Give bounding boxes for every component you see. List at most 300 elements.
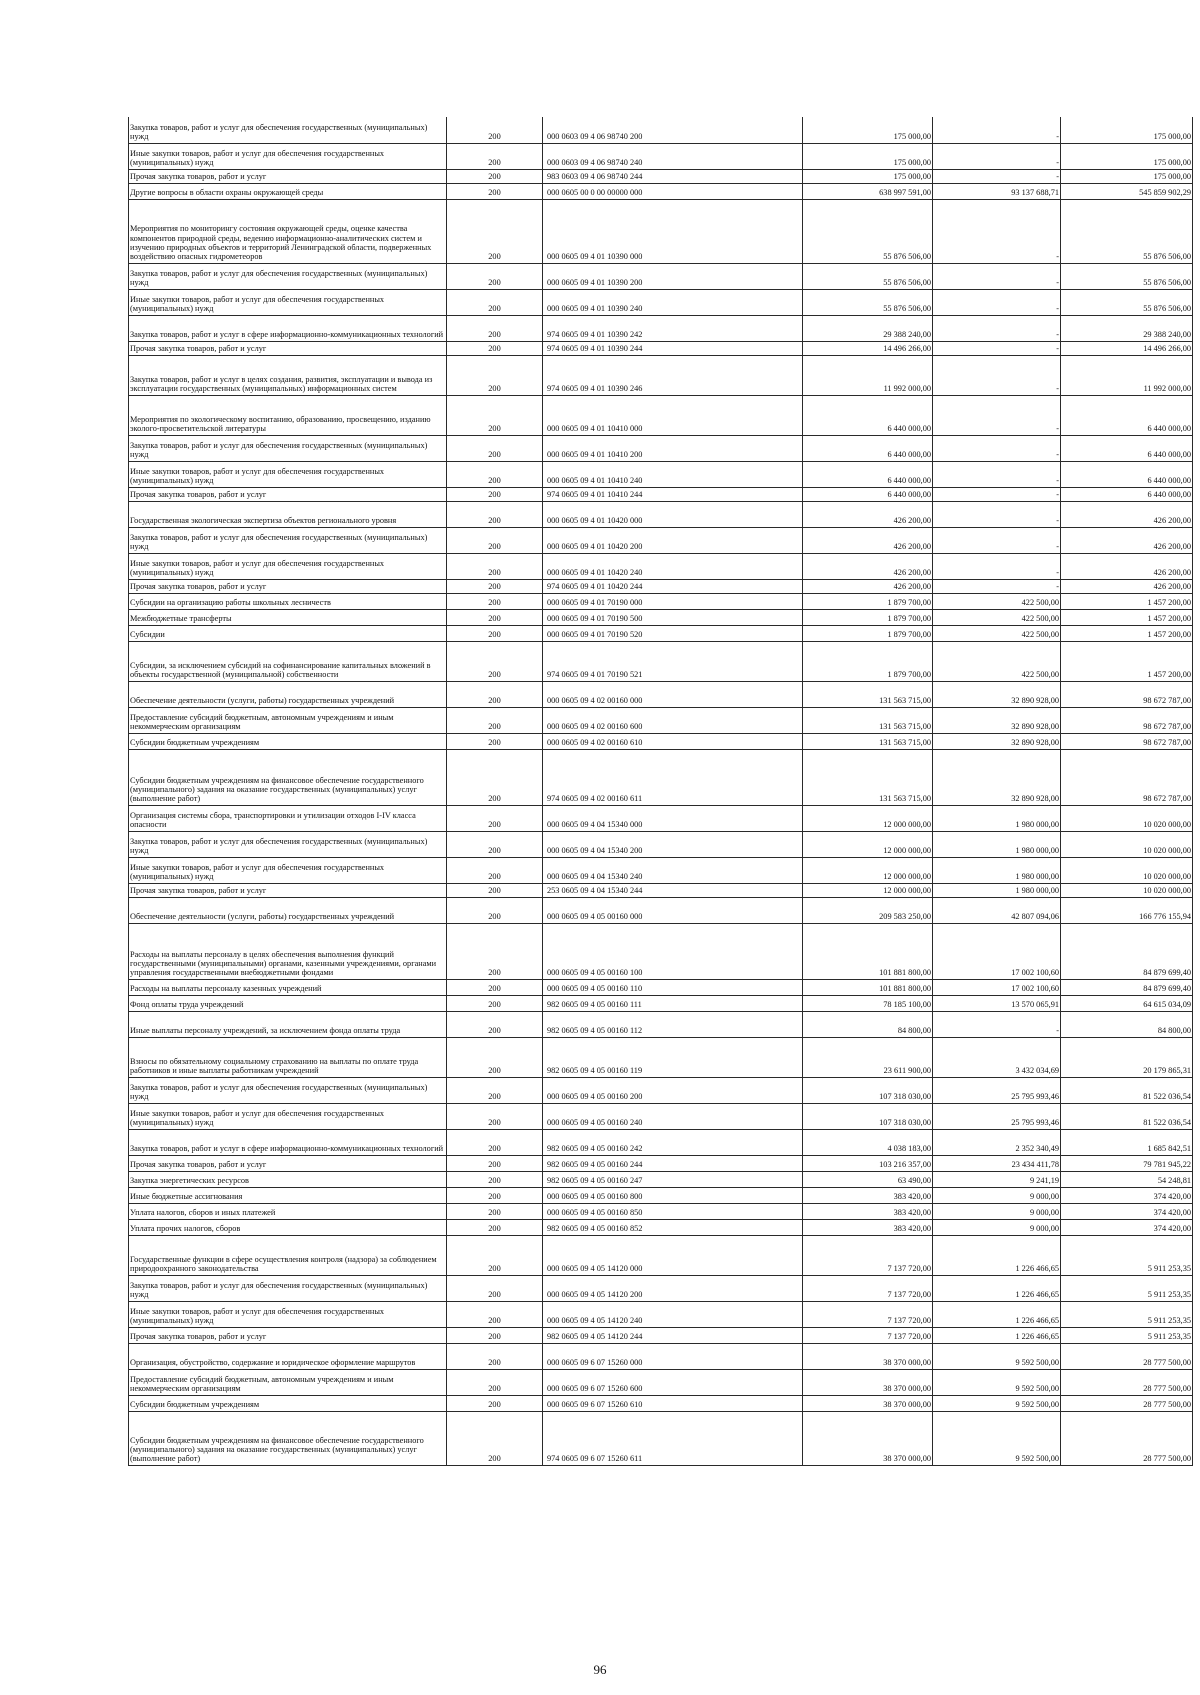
- row-unexecuted: 5 911 253,35: [1061, 1327, 1193, 1343]
- row-name: Субсидии бюджетным учреждениям: [129, 733, 447, 749]
- table-row: [129, 1369, 1193, 1395]
- row-budget-code: 000 0605 09 4 01 70190 500: [543, 609, 803, 625]
- row-budget-code: 000 0605 09 4 02 00160 000: [543, 681, 803, 707]
- table-row: [129, 609, 1193, 625]
- row-name: Государственная экологическая экспертиза объектов регионального уровня: [129, 501, 447, 527]
- row-line-code: 200: [447, 169, 543, 183]
- row-approved: 11 992 000,00: [803, 355, 933, 395]
- row-approved: 426 200,00: [803, 527, 933, 553]
- row-name: Прочая закупка товаров, работ и услуг: [129, 1155, 447, 1171]
- row-unexecuted: 10 020 000,00: [1061, 883, 1193, 897]
- row-unexecuted: 6 440 000,00: [1061, 435, 1193, 461]
- row-unexecuted: 28 777 500,00: [1061, 1369, 1193, 1395]
- row-executed: 32 890 928,00: [933, 733, 1061, 749]
- row-budget-code: 000 0605 09 4 05 00160 000: [543, 897, 803, 923]
- row-unexecuted: 10 020 000,00: [1061, 857, 1193, 883]
- row-line-code: 200: [447, 501, 543, 527]
- row-line-code: 200: [447, 143, 543, 169]
- row-approved: 12 000 000,00: [803, 805, 933, 831]
- row-executed: -: [933, 395, 1061, 435]
- row-budget-code: 253 0605 09 4 04 15340 244: [543, 883, 803, 897]
- table-row: [129, 1037, 1193, 1077]
- row-unexecuted: 11 992 000,00: [1061, 355, 1193, 395]
- row-budget-code: 974 0605 09 4 01 10390 246: [543, 355, 803, 395]
- row-name: Субсидии: [129, 625, 447, 641]
- row-name: Иные закупки товаров, работ и услуг для обеспечения государственных (муниципальных) нужд: [129, 289, 447, 315]
- row-line-code: 200: [447, 1327, 543, 1343]
- row-unexecuted: 84 879 699,40: [1061, 979, 1193, 995]
- row-line-code: 200: [447, 1187, 543, 1203]
- table-row: [129, 199, 1193, 263]
- row-executed: 1 980 000,00: [933, 857, 1061, 883]
- row-line-code: 200: [447, 593, 543, 609]
- row-unexecuted: 426 200,00: [1061, 501, 1193, 527]
- table-row: [129, 487, 1193, 501]
- row-budget-code: 982 0605 09 4 05 00160 852: [543, 1219, 803, 1235]
- row-name: Расходы на выплаты персоналу казенных учреждений: [129, 979, 447, 995]
- row-budget-code: 974 0605 09 6 07 15260 611: [543, 1411, 803, 1465]
- table-row: [129, 1187, 1193, 1203]
- row-line-code: 200: [447, 117, 543, 143]
- row-unexecuted: 6 440 000,00: [1061, 461, 1193, 487]
- row-unexecuted: 5 911 253,35: [1061, 1235, 1193, 1275]
- row-executed: -: [933, 553, 1061, 579]
- row-approved: 78 185 100,00: [803, 995, 933, 1011]
- row-line-code: 200: [447, 1411, 543, 1465]
- row-budget-code: 982 0605 09 4 05 00160 112: [543, 1011, 803, 1037]
- row-line-code: 200: [447, 625, 543, 641]
- row-name: Обеспечение деятельности (услуги, работы) государственных учреждений: [129, 681, 447, 707]
- row-executed: 25 795 993,46: [933, 1103, 1061, 1129]
- row-approved: 12 000 000,00: [803, 857, 933, 883]
- row-executed: -: [933, 355, 1061, 395]
- row-approved: 84 800,00: [803, 1011, 933, 1037]
- row-approved: 38 370 000,00: [803, 1369, 933, 1395]
- row-approved: 38 370 000,00: [803, 1411, 933, 1465]
- row-unexecuted: 81 522 036,54: [1061, 1103, 1193, 1129]
- row-executed: 2 352 340,49: [933, 1129, 1061, 1155]
- row-unexecuted: 6 440 000,00: [1061, 395, 1193, 435]
- row-unexecuted: 98 672 787,00: [1061, 733, 1193, 749]
- table-row: [129, 593, 1193, 609]
- row-line-code: 200: [447, 609, 543, 625]
- table-row: [129, 315, 1193, 341]
- table-row: [129, 1103, 1193, 1129]
- row-budget-code: 000 0603 09 4 06 98740 200: [543, 117, 803, 143]
- table-row: [129, 831, 1193, 857]
- row-name: Взносы по обязательному социальному страхованию на выплаты по оплате труда работников и иные выплаты работникам учреждений: [129, 1037, 447, 1077]
- table-row: [129, 169, 1193, 183]
- table-row: [129, 435, 1193, 461]
- row-unexecuted: 426 200,00: [1061, 553, 1193, 579]
- row-line-code: 200: [447, 979, 543, 995]
- row-approved: 38 370 000,00: [803, 1395, 933, 1411]
- row-budget-code: 000 0605 09 4 05 00160 240: [543, 1103, 803, 1129]
- row-unexecuted: 20 179 865,31: [1061, 1037, 1193, 1077]
- row-name: Закупка товаров, работ и услуг для обеспечения государственных (муниципальных) нужд: [129, 435, 447, 461]
- row-approved: 107 318 030,00: [803, 1103, 933, 1129]
- row-line-code: 200: [447, 315, 543, 341]
- row-executed: -: [933, 461, 1061, 487]
- row-name: Закупка товаров, работ и услуг для обеспечения государственных (муниципальных) нужд: [129, 1275, 447, 1301]
- row-executed: -: [933, 315, 1061, 341]
- row-unexecuted: 374 420,00: [1061, 1187, 1193, 1203]
- row-executed: 1 980 000,00: [933, 805, 1061, 831]
- row-line-code: 200: [447, 1301, 543, 1327]
- row-budget-code: 000 0605 09 4 05 00160 100: [543, 923, 803, 979]
- row-budget-code: 000 0605 09 6 07 15260 000: [543, 1343, 803, 1369]
- row-approved: 12 000 000,00: [803, 883, 933, 897]
- table-row: [129, 1275, 1193, 1301]
- row-line-code: 200: [447, 1103, 543, 1129]
- row-approved: 426 200,00: [803, 579, 933, 593]
- table-row: [129, 1301, 1193, 1327]
- row-unexecuted: 79 781 945,22: [1061, 1155, 1193, 1171]
- table-row: [129, 897, 1193, 923]
- row-executed: -: [933, 527, 1061, 553]
- row-budget-code: 000 0605 09 6 07 15260 600: [543, 1369, 803, 1395]
- row-approved: 131 563 715,00: [803, 707, 933, 733]
- row-budget-code: 974 0605 09 4 01 10390 244: [543, 341, 803, 355]
- row-executed: -: [933, 289, 1061, 315]
- row-name: Прочая закупка товаров, работ и услуг: [129, 169, 447, 183]
- row-approved: 38 370 000,00: [803, 1343, 933, 1369]
- row-line-code: 200: [447, 263, 543, 289]
- table-row: [129, 1343, 1193, 1369]
- row-budget-code: 000 0605 09 4 04 15340 240: [543, 857, 803, 883]
- row-name: Государственные функции в сфере осуществления контроля (надзора) за соблюдением природоохранного законодательства: [129, 1235, 447, 1275]
- row-name: Закупка товаров, работ и услуг в сфере информационно-коммуникационных технологий: [129, 1129, 447, 1155]
- row-unexecuted: 5 911 253,35: [1061, 1275, 1193, 1301]
- table-row: [129, 707, 1193, 733]
- row-unexecuted: 426 200,00: [1061, 527, 1193, 553]
- row-unexecuted: 374 420,00: [1061, 1219, 1193, 1235]
- row-line-code: 200: [447, 395, 543, 435]
- row-name: Прочая закупка товаров, работ и услуг: [129, 341, 447, 355]
- row-budget-code: 000 0605 09 4 05 00160 110: [543, 979, 803, 995]
- row-budget-code: 974 0605 09 4 01 10390 242: [543, 315, 803, 341]
- row-name: Иные закупки товаров, работ и услуг для обеспечения государственных (муниципальных) нужд: [129, 857, 447, 883]
- row-approved: 638 997 591,00: [803, 183, 933, 199]
- table-row: [129, 355, 1193, 395]
- row-line-code: 200: [447, 341, 543, 355]
- row-unexecuted: 64 615 034,09: [1061, 995, 1193, 1011]
- row-budget-code: 000 0603 09 4 06 98740 240: [543, 143, 803, 169]
- table-row: [129, 263, 1193, 289]
- row-unexecuted: 54 248,81: [1061, 1171, 1193, 1187]
- row-name: Обеспечение деятельности (услуги, работы) государственных учреждений: [129, 897, 447, 923]
- row-approved: 383 420,00: [803, 1187, 933, 1203]
- row-budget-code: 000 0605 09 4 05 14120 240: [543, 1301, 803, 1327]
- row-line-code: 200: [447, 923, 543, 979]
- row-line-code: 200: [447, 805, 543, 831]
- row-approved: 131 563 715,00: [803, 681, 933, 707]
- row-approved: 131 563 715,00: [803, 749, 933, 805]
- row-unexecuted: 28 777 500,00: [1061, 1411, 1193, 1465]
- table-row: [129, 501, 1193, 527]
- row-approved: 7 137 720,00: [803, 1275, 933, 1301]
- row-budget-code: 000 0605 09 4 01 10420 200: [543, 527, 803, 553]
- row-executed: 9 000,00: [933, 1219, 1061, 1235]
- row-approved: 1 879 700,00: [803, 625, 933, 641]
- row-name: Предоставление субсидий бюджетным, автономным учреждениям и иным некоммерческим организациям: [129, 707, 447, 733]
- row-name: Закупка товаров, работ и услуг для обеспечения государственных (муниципальных) нужд: [129, 831, 447, 857]
- table-row: [129, 805, 1193, 831]
- row-budget-code: 982 0605 09 4 05 00160 111: [543, 995, 803, 1011]
- row-unexecuted: 175 000,00: [1061, 169, 1193, 183]
- row-unexecuted: 55 876 506,00: [1061, 263, 1193, 289]
- row-unexecuted: 1 457 200,00: [1061, 593, 1193, 609]
- row-budget-code: 000 0605 09 4 02 00160 610: [543, 733, 803, 749]
- row-line-code: 200: [447, 355, 543, 395]
- row-approved: 7 137 720,00: [803, 1235, 933, 1275]
- row-executed: 1 226 466,65: [933, 1327, 1061, 1343]
- table-row: [129, 733, 1193, 749]
- row-name: Фонд оплаты труда учреждений: [129, 995, 447, 1011]
- row-budget-code: 000 0605 09 4 02 00160 600: [543, 707, 803, 733]
- row-executed: -: [933, 1011, 1061, 1037]
- row-unexecuted: 6 440 000,00: [1061, 487, 1193, 501]
- row-executed: 17 002 100,60: [933, 923, 1061, 979]
- row-budget-code: 982 0605 09 4 05 00160 244: [543, 1155, 803, 1171]
- table-row: [129, 289, 1193, 315]
- row-unexecuted: 14 496 266,00: [1061, 341, 1193, 355]
- row-unexecuted: 374 420,00: [1061, 1203, 1193, 1219]
- row-name: Закупка товаров, работ и услуг в сфере информационно-коммуникационных технологий: [129, 315, 447, 341]
- table-row: [129, 1235, 1193, 1275]
- table-row: [129, 117, 1193, 143]
- row-unexecuted: 166 776 155,94: [1061, 897, 1193, 923]
- row-approved: 7 137 720,00: [803, 1327, 933, 1343]
- row-unexecuted: 175 000,00: [1061, 143, 1193, 169]
- row-executed: 9 592 500,00: [933, 1411, 1061, 1465]
- row-executed: 422 500,00: [933, 609, 1061, 625]
- row-executed: 9 000,00: [933, 1203, 1061, 1219]
- row-line-code: 200: [447, 1037, 543, 1077]
- table-row: [129, 341, 1193, 355]
- row-line-code: 200: [447, 553, 543, 579]
- row-budget-code: 000 0605 09 4 05 00160 800: [543, 1187, 803, 1203]
- row-name: Иные выплаты персоналу учреждений, за исключением фонда оплаты труда: [129, 1011, 447, 1037]
- row-line-code: 200: [447, 289, 543, 315]
- row-approved: 107 318 030,00: [803, 1077, 933, 1103]
- row-unexecuted: 1 685 842,51: [1061, 1129, 1193, 1155]
- row-line-code: 200: [447, 1219, 543, 1235]
- row-approved: 383 420,00: [803, 1203, 933, 1219]
- row-approved: 175 000,00: [803, 169, 933, 183]
- row-approved: 7 137 720,00: [803, 1301, 933, 1327]
- row-line-code: 200: [447, 199, 543, 263]
- row-executed: 17 002 100,60: [933, 979, 1061, 995]
- row-budget-code: 000 0605 09 4 01 10410 240: [543, 461, 803, 487]
- row-line-code: 200: [447, 1077, 543, 1103]
- row-budget-code: 982 0605 09 4 05 00160 242: [543, 1129, 803, 1155]
- row-unexecuted: 84 800,00: [1061, 1011, 1193, 1037]
- row-approved: 4 038 183,00: [803, 1129, 933, 1155]
- row-budget-code: 000 0605 09 4 01 10390 240: [543, 289, 803, 315]
- row-unexecuted: 10 020 000,00: [1061, 805, 1193, 831]
- row-name: Межбюджетные трансферты: [129, 609, 447, 625]
- row-line-code: 200: [447, 1011, 543, 1037]
- row-name: Прочая закупка товаров, работ и услуг: [129, 487, 447, 501]
- table-row: [129, 143, 1193, 169]
- row-name: Иные закупки товаров, работ и услуг для обеспечения государственных (муниципальных) нужд: [129, 461, 447, 487]
- row-executed: -: [933, 501, 1061, 527]
- table-row: [129, 1219, 1193, 1235]
- row-name: Иные закупки товаров, работ и услуг для обеспечения государственных (муниципальных) нужд: [129, 143, 447, 169]
- table-row: [129, 1129, 1193, 1155]
- row-budget-code: 000 0605 09 4 01 10420 240: [543, 553, 803, 579]
- row-budget-code: 974 0605 09 4 01 70190 521: [543, 641, 803, 681]
- row-unexecuted: 81 522 036,54: [1061, 1077, 1193, 1103]
- table-row: [129, 1411, 1193, 1465]
- row-executed: 9 592 500,00: [933, 1369, 1061, 1395]
- table-row: [129, 857, 1193, 883]
- row-line-code: 200: [447, 995, 543, 1011]
- row-executed: 1 226 466,65: [933, 1235, 1061, 1275]
- row-line-code: 200: [447, 883, 543, 897]
- row-name: Закупка товаров, работ и услуг для обеспечения государственных (муниципальных) нужд: [129, 527, 447, 553]
- row-budget-code: 000 0605 09 4 01 10410 200: [543, 435, 803, 461]
- row-executed: 422 500,00: [933, 593, 1061, 609]
- row-unexecuted: 10 020 000,00: [1061, 831, 1193, 857]
- row-name: Прочая закупка товаров, работ и услуг: [129, 579, 447, 593]
- row-name: Субсидии бюджетным учреждениям: [129, 1395, 447, 1411]
- row-name: Закупка товаров, работ и услуг для обеспечения государственных (муниципальных) нужд: [129, 263, 447, 289]
- row-unexecuted: 84 879 699,40: [1061, 923, 1193, 979]
- row-line-code: 200: [447, 487, 543, 501]
- row-line-code: 200: [447, 707, 543, 733]
- row-approved: 23 611 900,00: [803, 1037, 933, 1077]
- row-executed: -: [933, 435, 1061, 461]
- row-budget-code: 982 0605 09 4 05 00160 247: [543, 1171, 803, 1187]
- row-budget-code: 982 0605 09 4 05 14120 244: [543, 1327, 803, 1343]
- row-executed: 23 434 411,78: [933, 1155, 1061, 1171]
- expenditure-table: [128, 117, 1193, 1466]
- row-executed: 13 570 065,91: [933, 995, 1061, 1011]
- table-row: [129, 1011, 1193, 1037]
- row-executed: -: [933, 199, 1061, 263]
- row-unexecuted: 1 457 200,00: [1061, 641, 1193, 681]
- row-line-code: 200: [447, 641, 543, 681]
- row-unexecuted: 55 876 506,00: [1061, 289, 1193, 315]
- row-approved: 103 216 357,00: [803, 1155, 933, 1171]
- row-line-code: 200: [447, 1395, 543, 1411]
- row-approved: 12 000 000,00: [803, 831, 933, 857]
- table-row: [129, 1077, 1193, 1103]
- row-executed: 42 807 094,06: [933, 897, 1061, 923]
- row-executed: -: [933, 341, 1061, 355]
- row-budget-code: 000 0605 09 4 01 10420 000: [543, 501, 803, 527]
- row-executed: -: [933, 263, 1061, 289]
- row-executed: 93 137 688,71: [933, 183, 1061, 199]
- row-name: Мероприятия по мониторингу состояния окружающей среды, оценке качества компонентов природной среды, ведению информационно-аналитических систем и изучению природных объектов и территорий Ленинградской области, подверженных воздействию опасных гидрометеоров: [129, 199, 447, 263]
- row-executed: 9 241,19: [933, 1171, 1061, 1187]
- row-executed: -: [933, 169, 1061, 183]
- row-name: Мероприятия по экологическому воспитанию, образованию, просвещению, изданию эколого-просветительской литературы: [129, 395, 447, 435]
- row-executed: 1 226 466,65: [933, 1275, 1061, 1301]
- table-row: [129, 395, 1193, 435]
- row-unexecuted: 545 859 902,29: [1061, 183, 1193, 199]
- page-number: 96: [593, 1662, 607, 1677]
- row-name: Закупка энергетических ресурсов: [129, 1171, 447, 1187]
- row-line-code: 200: [447, 1155, 543, 1171]
- row-executed: -: [933, 143, 1061, 169]
- row-unexecuted: 1 457 200,00: [1061, 625, 1193, 641]
- row-approved: 175 000,00: [803, 117, 933, 143]
- table-row: [129, 1327, 1193, 1343]
- row-approved: 55 876 506,00: [803, 199, 933, 263]
- table-row: [129, 579, 1193, 593]
- row-budget-code: 982 0605 09 4 05 00160 119: [543, 1037, 803, 1077]
- row-approved: 63 490,00: [803, 1171, 933, 1187]
- row-approved: 6 440 000,00: [803, 487, 933, 501]
- row-executed: 9 592 500,00: [933, 1395, 1061, 1411]
- row-unexecuted: 98 672 787,00: [1061, 749, 1193, 805]
- row-executed: 25 795 993,46: [933, 1077, 1061, 1103]
- row-executed: 3 432 034,69: [933, 1037, 1061, 1077]
- row-name: Иные закупки товаров, работ и услуг для обеспечения государственных (муниципальных) нужд: [129, 1103, 447, 1129]
- row-budget-code: 000 0605 09 4 01 70190 000: [543, 593, 803, 609]
- row-line-code: 200: [447, 857, 543, 883]
- row-line-code: 200: [447, 831, 543, 857]
- row-approved: 6 440 000,00: [803, 435, 933, 461]
- row-line-code: 200: [447, 1275, 543, 1301]
- row-budget-code: 000 0605 09 4 04 15340 000: [543, 805, 803, 831]
- row-budget-code: 000 0605 09 4 05 00160 850: [543, 1203, 803, 1219]
- row-executed: 32 890 928,00: [933, 749, 1061, 805]
- row-executed: 9 592 500,00: [933, 1343, 1061, 1369]
- row-budget-code: 000 0605 09 4 01 10390 000: [543, 199, 803, 263]
- row-unexecuted: 426 200,00: [1061, 579, 1193, 593]
- row-approved: 14 496 266,00: [803, 341, 933, 355]
- row-budget-code: 000 0605 09 4 04 15340 200: [543, 831, 803, 857]
- row-approved: 131 563 715,00: [803, 733, 933, 749]
- row-line-code: 200: [447, 897, 543, 923]
- row-unexecuted: 5 911 253,35: [1061, 1301, 1193, 1327]
- table-row: [129, 749, 1193, 805]
- row-name: Иные бюджетные ассигнования: [129, 1187, 447, 1203]
- row-approved: 6 440 000,00: [803, 461, 933, 487]
- table-row: [129, 527, 1193, 553]
- row-approved: 55 876 506,00: [803, 289, 933, 315]
- row-approved: 209 583 250,00: [803, 897, 933, 923]
- row-line-code: 200: [447, 1235, 543, 1275]
- table-row: [129, 553, 1193, 579]
- row-approved: 1 879 700,00: [803, 641, 933, 681]
- row-budget-code: 000 0605 00 0 00 00000 000: [543, 183, 803, 199]
- row-line-code: 200: [447, 1129, 543, 1155]
- row-approved: 1 879 700,00: [803, 609, 933, 625]
- row-approved: 1 879 700,00: [803, 593, 933, 609]
- row-name: Расходы на выплаты персоналу в целях обеспечения выполнения функций государственными (муниципальными) органами, казенными учреждениями, органами управления государственными внебюджетными фондами: [129, 923, 447, 979]
- row-name: Субсидии, за исключением субсидий на софинансирование капитальных вложений в объекты государственной (муниципальной) собственности: [129, 641, 447, 681]
- row-unexecuted: 55 876 506,00: [1061, 199, 1193, 263]
- row-name: Субсидии бюджетным учреждениям на финансовое обеспечение государственного (муниципального) задания на оказание государственных (муниципальных) услуг (выполнение работ): [129, 749, 447, 805]
- row-name: Субсидии бюджетным учреждениям на финансовое обеспечение государственного (муниципального) задания на оказание государственных (муниципальных) услуг (выполнение работ): [129, 1411, 447, 1465]
- table-row: [129, 1155, 1193, 1171]
- row-executed: 32 890 928,00: [933, 707, 1061, 733]
- row-executed: 9 000,00: [933, 1187, 1061, 1203]
- row-line-code: 200: [447, 1203, 543, 1219]
- row-approved: 101 881 800,00: [803, 923, 933, 979]
- row-name: Закупка товаров, работ и услуг для обеспечения государственных (муниципальных) нужд: [129, 117, 447, 143]
- row-line-code: 200: [447, 749, 543, 805]
- row-name: Закупка товаров, работ и услуг в целях создания, развития, эксплуатации и вывода из эксплуатации государственных (муниципальных) информационных систем: [129, 355, 447, 395]
- row-executed: -: [933, 579, 1061, 593]
- row-unexecuted: 98 672 787,00: [1061, 681, 1193, 707]
- row-approved: 426 200,00: [803, 501, 933, 527]
